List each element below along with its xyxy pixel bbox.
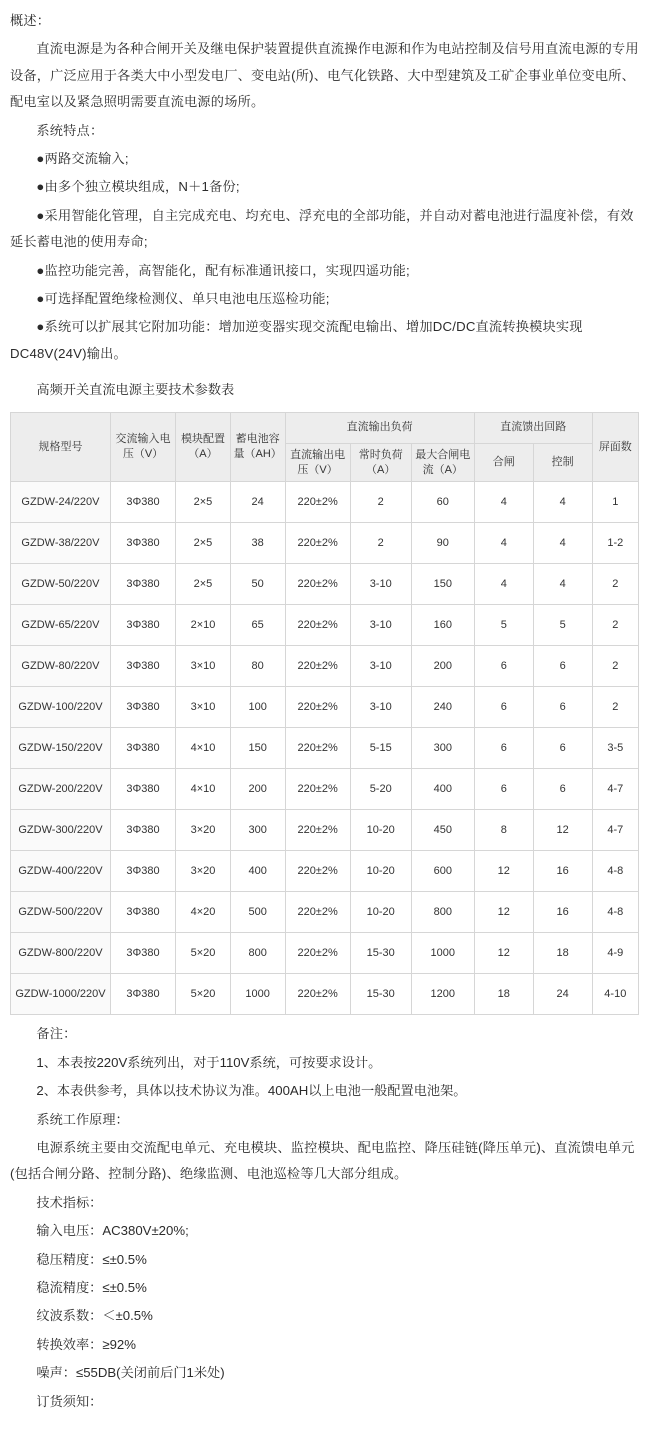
th-model: 规格型号 xyxy=(11,412,111,482)
indicators-list xyxy=(10,1218,639,1386)
remark-item: 1、本表按220V系统列出，对于110V系统，可按要求设计。 xyxy=(36,1054,382,1070)
cell-dcv: 220±2% xyxy=(285,646,350,687)
cell-control: 6 xyxy=(533,728,592,769)
cell-normal: 3-10 xyxy=(350,687,411,728)
cell-panels: 4-9 xyxy=(592,933,638,974)
table-row xyxy=(11,892,639,933)
cell-control: 18 xyxy=(533,933,592,974)
cell-module: 3×10 xyxy=(176,646,231,687)
indicator-item: 稳压精度：≤±0.5% xyxy=(36,1251,147,1267)
cell-battery: 150 xyxy=(230,728,285,769)
cell-closing: 12 xyxy=(474,933,533,974)
cell-ac: 3Φ380 xyxy=(110,933,175,974)
cell-module: 3×10 xyxy=(176,687,231,728)
table-row xyxy=(11,605,639,646)
cell-normal: 5-15 xyxy=(350,728,411,769)
cell-maxcur: 160 xyxy=(411,605,474,646)
table-row xyxy=(11,687,639,728)
cell-control: 16 xyxy=(533,892,592,933)
cell-closing: 4 xyxy=(474,482,533,523)
feature-item: ●可选择配置绝缘检测仪、单只电池电压巡检功能; xyxy=(36,291,330,307)
table-row xyxy=(11,564,639,605)
cell-closing: 4 xyxy=(474,523,533,564)
cell-closing: 6 xyxy=(474,769,533,810)
cell-maxcur: 400 xyxy=(411,769,474,810)
cell-model: GZDW-500/220V xyxy=(11,892,111,933)
cell-closing: 6 xyxy=(474,646,533,687)
cell-normal: 10-20 xyxy=(350,851,411,892)
cell-battery: 80 xyxy=(230,646,285,687)
principle-heading: 系统工作原理： xyxy=(36,1111,129,1127)
cell-maxcur: 1200 xyxy=(411,974,474,1015)
cell-panels: 2 xyxy=(592,605,638,646)
cell-module: 5×20 xyxy=(176,933,231,974)
th-ac-input-voltage: 交流输入电压（V） xyxy=(110,412,175,482)
cell-dcv: 220±2% xyxy=(285,728,350,769)
cell-normal: 10-20 xyxy=(350,810,411,851)
cell-panels: 4-7 xyxy=(592,769,638,810)
cell-model: GZDW-80/220V xyxy=(11,646,111,687)
indicators-heading: 技术指标： xyxy=(36,1194,103,1210)
cell-dcv: 220±2% xyxy=(285,564,350,605)
cell-ac: 3Φ380 xyxy=(110,646,175,687)
cell-maxcur: 450 xyxy=(411,810,474,851)
th-control: 控制 xyxy=(533,443,592,482)
spec-table-title: 高频开关直流电源主要技术参数表 xyxy=(36,382,235,398)
cell-module: 4×20 xyxy=(176,892,231,933)
cell-module: 2×10 xyxy=(176,605,231,646)
th-closing: 合闸 xyxy=(474,443,533,482)
cell-normal: 2 xyxy=(350,523,411,564)
spec-table xyxy=(10,412,639,1016)
feature-item: ●系统可以扩展其它附加功能：增加逆变器实现交流配电输出、增加DC/DC直流转换模块实现DC48V(24V)输出。 xyxy=(10,319,583,361)
cell-model: GZDW-150/220V xyxy=(11,728,111,769)
cell-module: 3×20 xyxy=(176,851,231,892)
cell-ac: 3Φ380 xyxy=(110,728,175,769)
indicator-item: 纹波系数：＜±0.5% xyxy=(36,1308,153,1324)
cell-panels: 4-10 xyxy=(592,974,638,1015)
cell-maxcur: 90 xyxy=(411,523,474,564)
cell-ac: 3Φ380 xyxy=(110,564,175,605)
cell-model: GZDW-1000/220V xyxy=(11,974,111,1015)
th-dc-output-voltage: 直流输出电压（V） xyxy=(285,443,350,482)
cell-closing: 12 xyxy=(474,851,533,892)
feature-item: ●由多个独立模块组成，N＋1备份; xyxy=(36,179,240,195)
cell-closing: 6 xyxy=(474,728,533,769)
cell-maxcur: 800 xyxy=(411,892,474,933)
features-heading: 系统特点： xyxy=(36,122,104,138)
cell-ac: 3Φ380 xyxy=(110,974,175,1015)
cell-model: GZDW-200/220V xyxy=(11,769,111,810)
cell-battery: 1000 xyxy=(230,974,285,1015)
cell-control: 24 xyxy=(533,974,592,1015)
cell-maxcur: 200 xyxy=(411,646,474,687)
cell-closing: 6 xyxy=(474,687,533,728)
cell-model: GZDW-800/220V xyxy=(11,933,111,974)
cell-module: 4×10 xyxy=(176,769,231,810)
spec-table-body xyxy=(11,482,639,1015)
cell-closing: 4 xyxy=(474,564,533,605)
cell-maxcur: 150 xyxy=(411,564,474,605)
cell-normal: 15-30 xyxy=(350,933,411,974)
cell-control: 4 xyxy=(533,564,592,605)
cell-panels: 2 xyxy=(592,687,638,728)
cell-panels: 2 xyxy=(592,564,638,605)
cell-panels: 4-8 xyxy=(592,851,638,892)
cell-normal: 15-30 xyxy=(350,974,411,1015)
cell-module: 4×10 xyxy=(176,728,231,769)
spec-table-head xyxy=(11,412,639,482)
table-row xyxy=(11,482,639,523)
cell-battery: 24 xyxy=(230,482,285,523)
cell-closing: 12 xyxy=(474,892,533,933)
cell-maxcur: 600 xyxy=(411,851,474,892)
cell-module: 2×5 xyxy=(176,523,231,564)
table-header-row-1 xyxy=(11,412,639,443)
cell-control: 4 xyxy=(533,482,592,523)
cell-panels: 1-2 xyxy=(592,523,638,564)
table-row xyxy=(11,728,639,769)
cell-panels: 2 xyxy=(592,646,638,687)
cell-normal: 10-20 xyxy=(350,892,411,933)
cell-maxcur: 60 xyxy=(411,482,474,523)
table-row xyxy=(11,523,639,564)
cell-dcv: 220±2% xyxy=(285,892,350,933)
th-max-closing-current: 最大合闸电流（A） xyxy=(411,443,474,482)
indicator-item: 转换效率：≥92% xyxy=(36,1336,136,1352)
cell-dcv: 220±2% xyxy=(285,523,350,564)
order-notice-heading: 订货须知： xyxy=(36,1393,103,1409)
cell-model: GZDW-100/220V xyxy=(11,687,111,728)
th-normal-load: 常时负荷（A） xyxy=(350,443,411,482)
cell-ac: 3Φ380 xyxy=(110,810,175,851)
remarks-heading: 备注： xyxy=(36,1026,77,1042)
feature-item: ●监控功能完善，高智能化，配有标准通讯接口，实现四遥功能; xyxy=(36,262,410,278)
cell-control: 4 xyxy=(533,523,592,564)
cell-panels: 1 xyxy=(592,482,638,523)
cell-panels: 4-7 xyxy=(592,810,638,851)
feature-item: ●两路交流输入; xyxy=(36,151,129,167)
table-row xyxy=(11,646,639,687)
cell-maxcur: 240 xyxy=(411,687,474,728)
cell-panels: 4-8 xyxy=(592,892,638,933)
cell-ac: 3Φ380 xyxy=(110,482,175,523)
cell-dcv: 220±2% xyxy=(285,933,350,974)
th-panels: 屏面数 xyxy=(592,412,638,482)
cell-ac: 3Φ380 xyxy=(110,851,175,892)
cell-module: 5×20 xyxy=(176,974,231,1015)
cell-control: 12 xyxy=(533,810,592,851)
cell-battery: 800 xyxy=(230,933,285,974)
table-row xyxy=(11,769,639,810)
th-battery-capacity: 蓄电池容量（AH） xyxy=(230,412,285,482)
overview-heading: 概述： xyxy=(10,13,51,28)
indicator-item: 噪声：≤55DB(关闭前后门1米处) xyxy=(36,1365,225,1381)
cell-maxcur: 1000 xyxy=(411,933,474,974)
cell-battery: 400 xyxy=(230,851,285,892)
cell-closing: 18 xyxy=(474,974,533,1015)
cell-model: GZDW-38/220V xyxy=(11,523,111,564)
cell-closing: 8 xyxy=(474,810,533,851)
th-dc-output-load-group: 直流输出负荷 xyxy=(285,412,474,443)
cell-dcv: 220±2% xyxy=(285,605,350,646)
cell-panels: 3-5 xyxy=(592,728,638,769)
cell-module: 3×20 xyxy=(176,810,231,851)
principle-paragraph: 电源系统主要由交流配电单元、充电模块、监控模块、配电监控、降压硅链(降压单元)、直流馈电单元(包括合闸分路、控制分路)、绝缘监测、电池巡检等几大部分组成。 xyxy=(10,1140,635,1182)
cell-dcv: 220±2% xyxy=(285,482,350,523)
cell-ac: 3Φ380 xyxy=(110,523,175,564)
cell-normal: 2 xyxy=(350,482,411,523)
cell-dcv: 220±2% xyxy=(285,974,350,1015)
table-row xyxy=(11,974,639,1015)
cell-normal: 3-10 xyxy=(350,646,411,687)
cell-dcv: 220±2% xyxy=(285,769,350,810)
cell-model: GZDW-65/220V xyxy=(11,605,111,646)
cell-battery: 50 xyxy=(230,564,285,605)
remark-item: 2、本表供参考，具体以技术协议为准。400AH以上电池一般配置电池架。 xyxy=(36,1083,467,1099)
cell-control: 6 xyxy=(533,646,592,687)
features-list xyxy=(10,146,639,367)
cell-control: 6 xyxy=(533,687,592,728)
th-module-config: 模块配置（A） xyxy=(176,412,231,482)
cell-dcv: 220±2% xyxy=(285,851,350,892)
cell-ac: 3Φ380 xyxy=(110,769,175,810)
cell-normal: 3-10 xyxy=(350,605,411,646)
cell-ac: 3Φ380 xyxy=(110,687,175,728)
cell-model: GZDW-50/220V xyxy=(11,564,111,605)
cell-control: 16 xyxy=(533,851,592,892)
cell-battery: 300 xyxy=(230,810,285,851)
cell-ac: 3Φ380 xyxy=(110,605,175,646)
cell-battery: 500 xyxy=(230,892,285,933)
indicator-item: 稳流精度：≤±0.5% xyxy=(36,1280,147,1296)
cell-normal: 3-10 xyxy=(350,564,411,605)
table-row xyxy=(11,933,639,974)
cell-battery: 65 xyxy=(230,605,285,646)
cell-maxcur: 300 xyxy=(411,728,474,769)
cell-ac: 3Φ380 xyxy=(110,892,175,933)
cell-normal: 5-20 xyxy=(350,769,411,810)
table-row xyxy=(11,810,639,851)
remarks-list xyxy=(10,1050,639,1105)
feature-item: ●采用智能化管理，自主完成充电、均充电、浮充电的全部功能，并自动对蓄电池进行温度补偿，有效延长蓄电池的使用寿命; xyxy=(10,207,634,250)
cell-model: GZDW-300/220V xyxy=(11,810,111,851)
cell-battery: 200 xyxy=(230,769,285,810)
cell-module: 2×5 xyxy=(176,482,231,523)
cell-battery: 100 xyxy=(230,687,285,728)
cell-dcv: 220±2% xyxy=(285,810,350,851)
cell-model: GZDW-24/220V xyxy=(11,482,111,523)
table-row xyxy=(11,851,639,892)
cell-closing: 5 xyxy=(474,605,533,646)
cell-battery: 38 xyxy=(230,523,285,564)
th-dc-feed-loop-group: 直流馈出回路 xyxy=(474,412,592,443)
cell-control: 5 xyxy=(533,605,592,646)
cell-module: 2×5 xyxy=(176,564,231,605)
overview-paragraph: 直流电源是为各种合闸开关及继电保护装置提供直流操作电源和作为电站控制及信号用直流电源的专用设备，广泛应用于各类大中小型发电厂、变电站(所)、电气化铁路、大中型建筑及工矿企事业单位变电所、配电室以及紧急照明需要直流电源的场所。 xyxy=(10,41,639,110)
cell-dcv: 220±2% xyxy=(285,687,350,728)
cell-model: GZDW-400/220V xyxy=(11,851,111,892)
cell-control: 6 xyxy=(533,769,592,810)
indicator-item: 输入电压：AC380V±20%; xyxy=(36,1223,189,1239)
